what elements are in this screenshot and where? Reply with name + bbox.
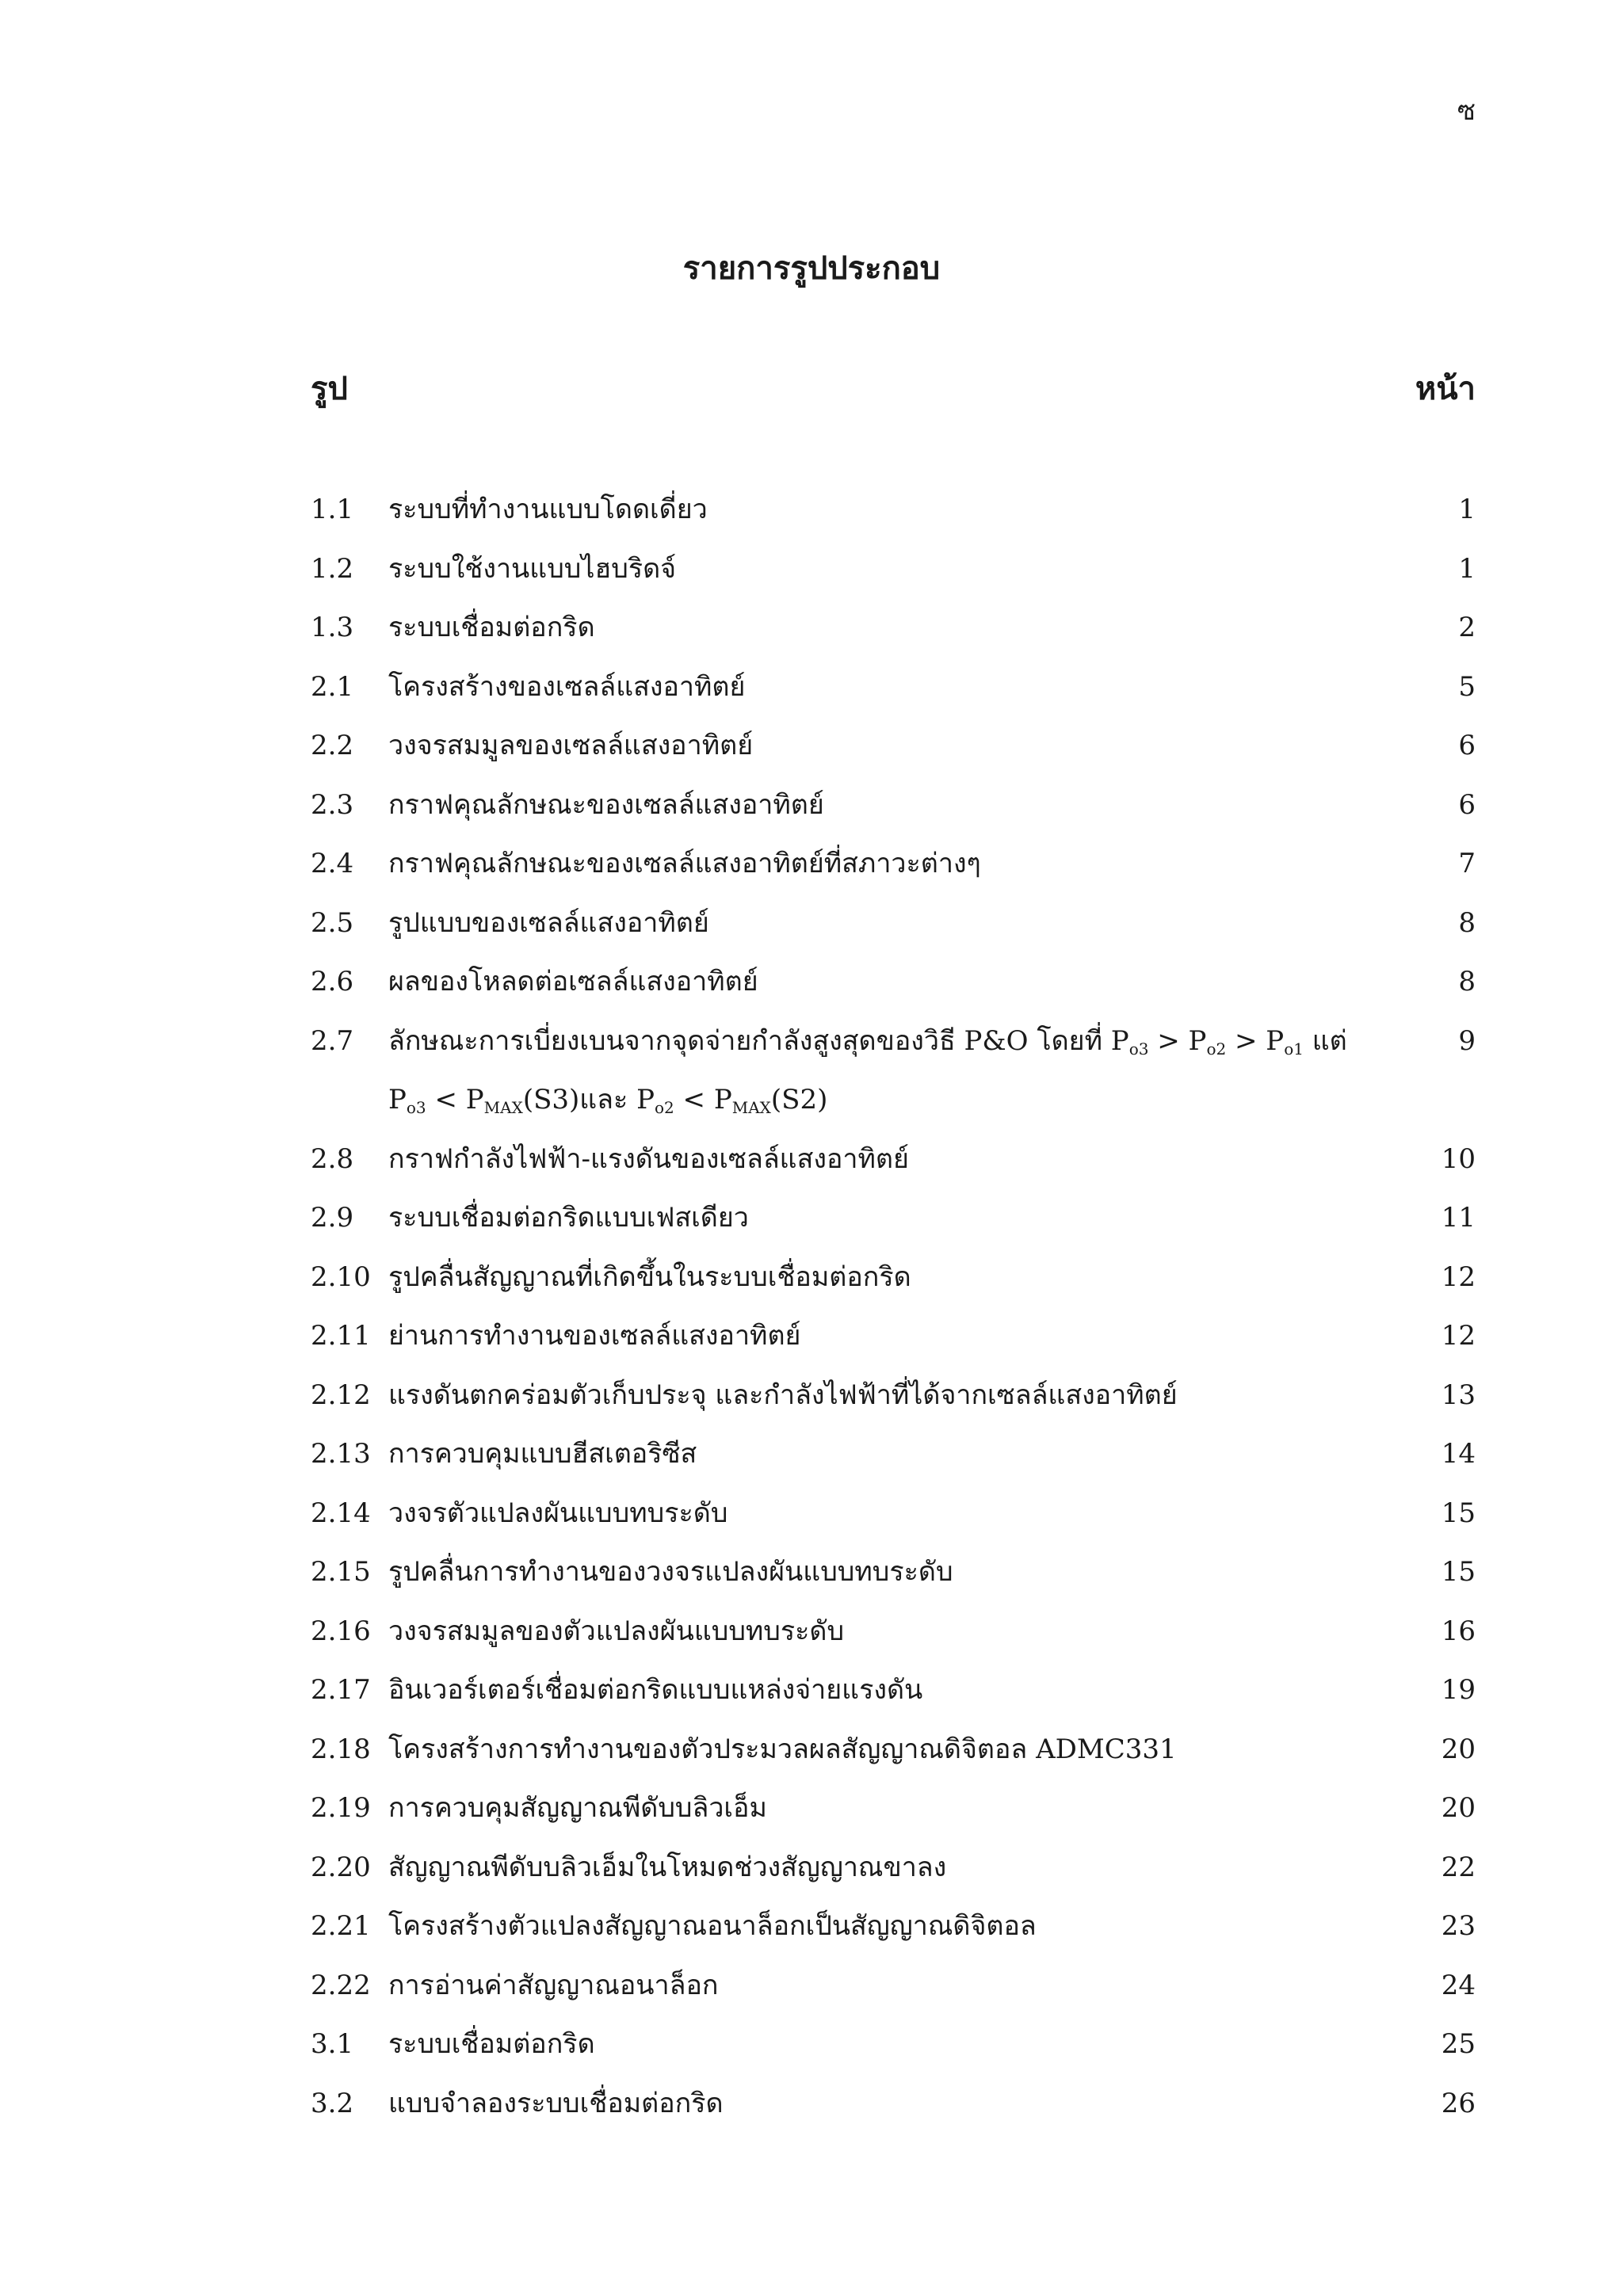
figure-number: 2.5 <box>311 906 354 939</box>
page-ref: 12 <box>1441 1320 1476 1352</box>
page-ref: 20 <box>1441 1792 1476 1824</box>
figure-caption: สัญญาณพีดับบลิวเอ็มในโหมดช่วงสัญญาณขาลง <box>388 1851 947 1883</box>
subscript: o2 <box>1206 1039 1227 1058</box>
figure-number: 2.4 <box>311 848 354 879</box>
list-item[interactable] <box>311 1897 1476 1956</box>
list-item[interactable] <box>311 1130 1476 1189</box>
list-item[interactable] <box>311 1248 1476 1307</box>
figure-number: 2.10 <box>311 1261 371 1293</box>
page-ref: 15 <box>1441 1497 1476 1529</box>
figure-number: 2.7 <box>311 1024 354 1057</box>
figure-caption: ระบบเชื่อมต่อกริด <box>388 612 595 643</box>
caption-text: > P <box>1226 1024 1285 1057</box>
list-item[interactable] <box>311 1779 1476 1838</box>
figure-caption: รูปคลื่นการทำงานของวงจรแปลงผันแบบทบระดับ <box>388 1556 953 1588</box>
figure-number: 2.11 <box>311 1320 371 1352</box>
figure-caption: วงจรตัวแปลงผันแบบทบระดับ <box>388 1497 728 1529</box>
subscript: o3 <box>1128 1039 1149 1058</box>
figure-number: 2.6 <box>311 966 354 997</box>
figure-caption: โครงสร้างตัวแปลงสัญญาณอนาล็อกเป็นสัญญาณดิจิตอล <box>388 1910 1037 1942</box>
page-ref: 15 <box>1441 1556 1476 1588</box>
page-number: ซ <box>1457 95 1476 127</box>
list-item[interactable] <box>311 1720 1476 1779</box>
page-ref: 26 <box>1441 2087 1476 2119</box>
figure-caption: โครงสร้างของเซลล์แสงอาทิตย์ <box>388 670 746 703</box>
list-item[interactable] <box>311 834 1476 894</box>
figure-number: 2.15 <box>311 1556 371 1588</box>
page-ref: 14 <box>1441 1438 1476 1470</box>
list-item[interactable] <box>311 1661 1476 1720</box>
page-ref: 2 <box>1458 612 1476 643</box>
figure-number: 2.1 <box>311 670 354 703</box>
list-item[interactable] <box>311 540 1476 599</box>
list-item[interactable] <box>311 1366 1476 1425</box>
figure-caption: แรงดันตกคร่อมตัวเก็บประจุ และกำลังไฟฟ้าที่ได้จากเซลล์แสงอาทิตย์ <box>388 1379 1178 1411</box>
caption-text: > P <box>1148 1024 1207 1057</box>
figure-caption: วงจรสมมูลของตัวแปลงผันแบบทบระดับ <box>388 1615 845 1647</box>
figure-caption: รูปคลื่นสัญญาณที่เกิดขึ้นในระบบเชื่อมต่อกริด <box>388 1261 911 1293</box>
figure-caption: กราฟคุณลักษณะของเซลล์แสงอาทิตย์ <box>388 788 824 821</box>
page-ref: 16 <box>1441 1615 1476 1647</box>
page-ref: 6 <box>1458 788 1476 821</box>
figure-list <box>311 480 1476 2133</box>
figure-caption: กราฟกำลังไฟฟ้า-แรงดันของเซลล์แสงอาทิตย์ <box>388 1142 909 1175</box>
list-item[interactable] <box>311 716 1476 776</box>
caption-line-2 <box>388 1070 1412 1130</box>
caption-line-1 <box>388 1012 1412 1071</box>
page-ref: 1 <box>1458 494 1476 525</box>
figure-caption: โครงสร้างการทำงานของตัวประมวลผลสัญญาณดิจิตอล ADMC331 <box>388 1733 1177 1765</box>
list-item[interactable] <box>311 1484 1476 1543</box>
caption-text: แต่ <box>1303 1024 1347 1057</box>
figure-number: 2.9 <box>311 1202 354 1234</box>
figure-number: 3.1 <box>311 2028 354 2060</box>
figure-number: 2.3 <box>311 788 354 821</box>
page-ref: 7 <box>1458 848 1476 879</box>
figure-caption: ระบบเชื่อมต่อกริด <box>388 2028 595 2060</box>
page-ref: 1 <box>1458 552 1476 585</box>
page-ref: 10 <box>1441 1142 1476 1175</box>
figure-caption: กราฟคุณลักษณะของเซลล์แสงอาทิตย์ที่สภาวะต่างๆ <box>388 848 981 879</box>
caption-text: P <box>388 1084 407 1116</box>
page-ref: 6 <box>1458 730 1476 761</box>
caption-text: (S2) <box>770 1084 828 1116</box>
column-header-page: หน้า <box>1415 370 1476 407</box>
list-item[interactable] <box>311 2074 1476 2134</box>
figure-caption: การอ่านค่าสัญญาณอนาล็อก <box>388 1969 719 2001</box>
figure-caption: การควบคุมแบบฮีสเตอริซีส <box>388 1438 697 1470</box>
page-ref: 8 <box>1458 966 1476 997</box>
page-ref: 11 <box>1441 1202 1476 1234</box>
caption-text: < P <box>426 1084 484 1116</box>
figure-caption: ระบบที่ทำงานแบบโดดเดี่ยว <box>388 494 708 525</box>
page-ref: 20 <box>1441 1733 1476 1765</box>
figure-number: 2.19 <box>311 1792 371 1824</box>
page-ref: 9 <box>1458 1024 1476 1057</box>
page-ref: 23 <box>1441 1910 1476 1942</box>
figure-number: 2.17 <box>311 1674 371 1706</box>
column-header-figure: รูป <box>311 370 348 407</box>
list-item[interactable] <box>311 2015 1476 2074</box>
figure-caption: ผลของโหลดต่อเซลล์แสงอาทิตย์ <box>388 966 758 997</box>
list-item[interactable] <box>311 480 1476 540</box>
figure-caption <box>388 1012 1412 1130</box>
figure-caption: ระบบเชื่อมต่อกริดแบบเฟสเดียว <box>388 1202 749 1234</box>
subscript: o2 <box>654 1098 674 1117</box>
list-item[interactable] <box>311 1956 1476 2016</box>
caption-text: < P <box>674 1084 732 1116</box>
figure-caption: อินเวอร์เตอร์เชื่อมต่อกริดแบบแหล่งจ่ายแรงดัน <box>388 1674 923 1706</box>
list-item[interactable] <box>311 1188 1476 1248</box>
figure-caption: แบบจำลองระบบเชื่อมต่อกริด <box>388 2087 724 2119</box>
caption-text: ลักษณะการเบี่ยงเบนจากจุดจ่ายกำลังสูงสุดของวิธี P&O โดยที่ P <box>388 1024 1129 1057</box>
figure-caption: ย่านการทำงานของเซลล์แสงอาทิตย์ <box>388 1320 801 1352</box>
subscript: MAX <box>731 1098 771 1117</box>
page-ref: 19 <box>1441 1674 1476 1706</box>
figure-number: 1.3 <box>311 612 354 643</box>
figure-number: 2.13 <box>311 1438 371 1470</box>
figure-caption: การควบคุมสัญญาณพีดับบลิวเอ็ม <box>388 1792 767 1824</box>
page-ref: 22 <box>1441 1851 1476 1883</box>
caption-text: (S3)และ P <box>522 1084 655 1116</box>
subscript: o3 <box>406 1098 426 1117</box>
page-ref: 12 <box>1441 1261 1476 1293</box>
figure-number: 1.1 <box>311 494 354 525</box>
figure-caption: ระบบใช้งานแบบไฮบริดจ์ <box>388 552 677 585</box>
list-item[interactable] <box>311 1306 1476 1366</box>
list-item[interactable] <box>311 894 1476 953</box>
figure-caption: รูปแบบของเซลล์แสงอาทิตย์ <box>388 906 709 939</box>
list-item[interactable] <box>311 1602 1476 1661</box>
page-title: รายการรูปประกอบ <box>682 250 941 287</box>
list-item[interactable] <box>311 1543 1476 1602</box>
figure-number: 2.12 <box>311 1379 371 1411</box>
list-item[interactable] <box>311 776 1476 835</box>
list-item[interactable] <box>311 952 1476 1012</box>
list-item[interactable] <box>311 1838 1476 1897</box>
page-ref: 13 <box>1441 1379 1476 1411</box>
list-item[interactable] <box>311 598 1476 658</box>
figure-number: 2.14 <box>311 1497 371 1529</box>
list-item[interactable] <box>311 1425 1476 1484</box>
figure-number: 2.20 <box>311 1851 371 1883</box>
page-ref: 5 <box>1458 670 1476 703</box>
page-ref: 25 <box>1441 2028 1476 2060</box>
list-item[interactable] <box>311 1012 1476 1130</box>
figure-number: 2.16 <box>311 1615 371 1647</box>
figure-number: 2.8 <box>311 1142 354 1175</box>
figure-number: 2.21 <box>311 1910 371 1942</box>
figure-number: 2.2 <box>311 730 354 761</box>
figure-number: 2.18 <box>311 1733 371 1765</box>
page-ref: 24 <box>1441 1969 1476 2001</box>
figure-caption: วงจรสมมูลของเซลล์แสงอาทิตย์ <box>388 730 754 761</box>
subscript: o1 <box>1284 1039 1304 1058</box>
page-ref: 8 <box>1458 906 1476 939</box>
figure-number: 2.22 <box>311 1969 371 2001</box>
figure-number: 3.2 <box>311 2087 354 2119</box>
figure-number: 1.2 <box>311 552 354 585</box>
subscript: MAX <box>483 1098 523 1117</box>
list-item[interactable] <box>311 658 1476 717</box>
